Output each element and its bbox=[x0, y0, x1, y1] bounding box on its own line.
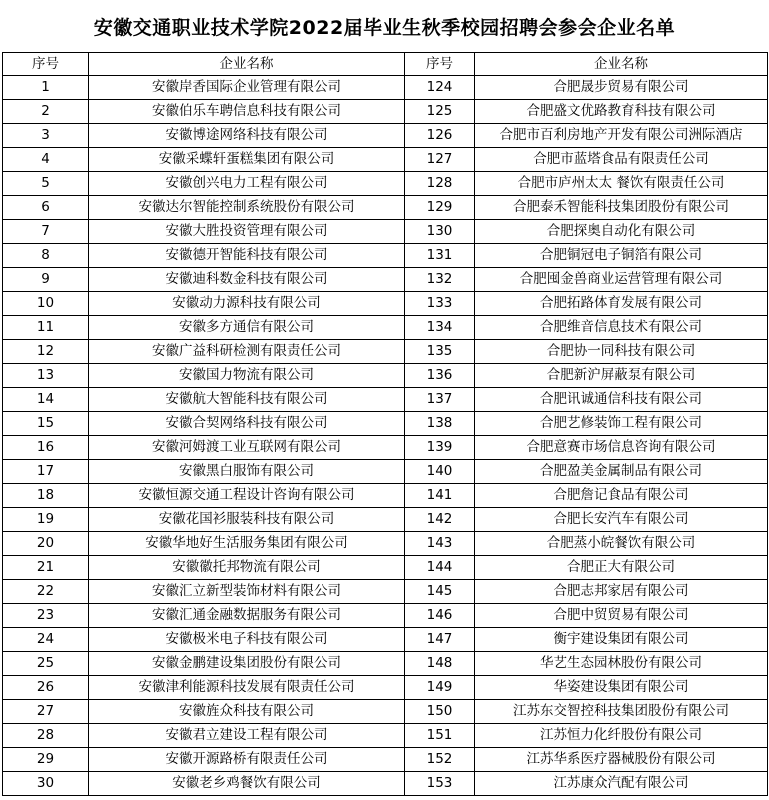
seq-cell-left: 1 bbox=[3, 76, 89, 100]
company-cell-right: 合肥正大有限公司 bbox=[475, 556, 768, 580]
seq-cell-right: 129 bbox=[405, 196, 475, 220]
company-cell-right: 华艺生态园林股份有限公司 bbox=[475, 652, 768, 676]
company-cell-left: 安徽恒源交通工程设计咨询有限公司 bbox=[89, 484, 405, 508]
seq-cell-right: 152 bbox=[405, 748, 475, 772]
header-no-right: 序号 bbox=[405, 53, 475, 76]
company-cell-right: 江苏恒力化纤股份有限公司 bbox=[475, 724, 768, 748]
company-cell-right: 合肥市百利房地产开发有限公司洲际酒店 bbox=[475, 124, 768, 148]
table-row bbox=[3, 508, 768, 532]
seq-cell-right: 127 bbox=[405, 148, 475, 172]
table-row bbox=[3, 484, 768, 508]
company-cell-left: 安徽极米电子科技有限公司 bbox=[89, 628, 405, 652]
seq-cell-right: 150 bbox=[405, 700, 475, 724]
table-row bbox=[3, 628, 768, 652]
company-cell-left: 安徽广益科研检测有限责任公司 bbox=[89, 340, 405, 364]
table-row bbox=[3, 652, 768, 676]
seq-cell-right: 142 bbox=[405, 508, 475, 532]
company-cell-right: 合肥维音信息技术有限公司 bbox=[475, 316, 768, 340]
table-row bbox=[3, 580, 768, 604]
company-cell-left: 安徽国力物流有限公司 bbox=[89, 364, 405, 388]
seq-cell-right: 151 bbox=[405, 724, 475, 748]
seq-cell-right: 132 bbox=[405, 268, 475, 292]
seq-cell-right: 139 bbox=[405, 436, 475, 460]
seq-cell-left: 9 bbox=[3, 268, 89, 292]
seq-cell-left: 11 bbox=[3, 316, 89, 340]
company-cell-left: 安徽达尔智能控制系统股份有限公司 bbox=[89, 196, 405, 220]
seq-cell-left: 28 bbox=[3, 724, 89, 748]
company-cell-right: 江苏康众汽配有限公司 bbox=[475, 772, 768, 796]
company-cell-right: 合肥意赛市场信息咨询有限公司 bbox=[475, 436, 768, 460]
seq-cell-left: 20 bbox=[3, 532, 89, 556]
table-row bbox=[3, 604, 768, 628]
seq-cell-right: 140 bbox=[405, 460, 475, 484]
company-cell-left: 安徽徽托邦物流有限公司 bbox=[89, 556, 405, 580]
table-row bbox=[3, 340, 768, 364]
header-no-left: 序号 bbox=[3, 53, 89, 76]
company-cell-left: 安徽德开智能科技有限公司 bbox=[89, 244, 405, 268]
seq-cell-left: 22 bbox=[3, 580, 89, 604]
seq-cell-left: 25 bbox=[3, 652, 89, 676]
seq-cell-right: 149 bbox=[405, 676, 475, 700]
seq-cell-right: 125 bbox=[405, 100, 475, 124]
seq-cell-right: 136 bbox=[405, 364, 475, 388]
seq-cell-left: 17 bbox=[3, 460, 89, 484]
seq-cell-left: 10 bbox=[3, 292, 89, 316]
seq-cell-left: 2 bbox=[3, 100, 89, 124]
seq-cell-right: 138 bbox=[405, 412, 475, 436]
seq-cell-left: 14 bbox=[3, 388, 89, 412]
table-row bbox=[3, 100, 768, 124]
table-row bbox=[3, 412, 768, 436]
seq-cell-right: 145 bbox=[405, 580, 475, 604]
seq-cell-right: 133 bbox=[405, 292, 475, 316]
company-cell-left: 安徽迪科数金科技有限公司 bbox=[89, 268, 405, 292]
seq-cell-left: 24 bbox=[3, 628, 89, 652]
seq-cell-left: 23 bbox=[3, 604, 89, 628]
company-cell-left: 安徽航大智能科技有限公司 bbox=[89, 388, 405, 412]
table-row bbox=[3, 220, 768, 244]
seq-cell-right: 126 bbox=[405, 124, 475, 148]
table-row bbox=[3, 700, 768, 724]
company-cell-right: 合肥泰禾智能科技集团股份有限公司 bbox=[475, 196, 768, 220]
company-cell-left: 安徽旌众科技有限公司 bbox=[89, 700, 405, 724]
seq-cell-left: 3 bbox=[3, 124, 89, 148]
seq-cell-right: 141 bbox=[405, 484, 475, 508]
header-company-right: 企业名称 bbox=[475, 53, 768, 76]
company-cell-right: 江苏华系医疗器械股份有限公司 bbox=[475, 748, 768, 772]
company-cell-left: 安徽君立建设工程有限公司 bbox=[89, 724, 405, 748]
table-row bbox=[3, 436, 768, 460]
table-row bbox=[3, 532, 768, 556]
company-cell-right: 合肥市蓝塔食品有限责任公司 bbox=[475, 148, 768, 172]
seq-cell-left: 5 bbox=[3, 172, 89, 196]
seq-cell-left: 30 bbox=[3, 772, 89, 796]
company-cell-right: 合肥囤金兽商业运营管理有限公司 bbox=[475, 268, 768, 292]
seq-cell-left: 29 bbox=[3, 748, 89, 772]
seq-cell-right: 134 bbox=[405, 316, 475, 340]
company-cell-left: 安徽河姆渡工业互联网有限公司 bbox=[89, 436, 405, 460]
company-cell-left: 安徽金鹏建设集团股份有限公司 bbox=[89, 652, 405, 676]
seq-cell-left: 4 bbox=[3, 148, 89, 172]
company-cell-right: 合肥铜冠电子铜箔有限公司 bbox=[475, 244, 768, 268]
company-cell-left: 安徽多方通信有限公司 bbox=[89, 316, 405, 340]
seq-cell-right: 128 bbox=[405, 172, 475, 196]
company-cell-left: 安徽创兴电力工程有限公司 bbox=[89, 172, 405, 196]
company-cell-left: 安徽采蝶轩蛋糕集团有限公司 bbox=[89, 148, 405, 172]
company-cell-right: 合肥志邦家居有限公司 bbox=[475, 580, 768, 604]
company-cell-right: 合肥市庐州太太 餐饮有限责任公司 bbox=[475, 172, 768, 196]
company-cell-left: 安徽黑白服饰有限公司 bbox=[89, 460, 405, 484]
seq-cell-right: 153 bbox=[405, 772, 475, 796]
table-row bbox=[3, 316, 768, 340]
company-cell-left: 安徽大胜投资管理有限公司 bbox=[89, 220, 405, 244]
company-cell-left: 安徽花国衫服装科技有限公司 bbox=[89, 508, 405, 532]
table-row bbox=[3, 124, 768, 148]
table-row bbox=[3, 244, 768, 268]
company-cell-right: 合肥中贸贸易有限公司 bbox=[475, 604, 768, 628]
seq-cell-right: 143 bbox=[405, 532, 475, 556]
company-cell-right: 江苏东交智控科技集团股份有限公司 bbox=[475, 700, 768, 724]
seq-cell-left: 6 bbox=[3, 196, 89, 220]
company-cell-left: 安徽博途网络科技有限公司 bbox=[89, 124, 405, 148]
company-cell-right: 合肥蒸小皖餐饮有限公司 bbox=[475, 532, 768, 556]
company-cell-right: 合肥晟步贸易有限公司 bbox=[475, 76, 768, 100]
company-cell-right: 合肥艺修装饰工程有限公司 bbox=[475, 412, 768, 436]
table-row bbox=[3, 772, 768, 796]
seq-cell-right: 130 bbox=[405, 220, 475, 244]
table-row bbox=[3, 172, 768, 196]
company-cell-right: 合肥长安汽车有限公司 bbox=[475, 508, 768, 532]
company-cell-left: 安徽汇立新型装饰材料有限公司 bbox=[89, 580, 405, 604]
seq-cell-right: 124 bbox=[405, 76, 475, 100]
seq-cell-right: 137 bbox=[405, 388, 475, 412]
company-cell-left: 安徽开源路桥有限责任公司 bbox=[89, 748, 405, 772]
seq-cell-left: 15 bbox=[3, 412, 89, 436]
seq-cell-right: 131 bbox=[405, 244, 475, 268]
company-cell-right: 合肥探奥自动化有限公司 bbox=[475, 220, 768, 244]
company-cell-left: 安徽津利能源科技发展有限责任公司 bbox=[89, 676, 405, 700]
seq-cell-right: 147 bbox=[405, 628, 475, 652]
seq-cell-left: 26 bbox=[3, 676, 89, 700]
company-cell-left: 安徽汇通金融数据服务有限公司 bbox=[89, 604, 405, 628]
seq-cell-left: 19 bbox=[3, 508, 89, 532]
seq-cell-right: 146 bbox=[405, 604, 475, 628]
company-cell-right: 合肥拓路体育发展有限公司 bbox=[475, 292, 768, 316]
table-row bbox=[3, 676, 768, 700]
seq-cell-left: 16 bbox=[3, 436, 89, 460]
seq-cell-left: 7 bbox=[3, 220, 89, 244]
table-row bbox=[3, 748, 768, 772]
header-company-left: 企业名称 bbox=[89, 53, 405, 76]
seq-cell-right: 135 bbox=[405, 340, 475, 364]
company-table bbox=[2, 52, 768, 796]
page-title: 安徽交通职业技术学院2022届毕业生秋季校园招聘会参会企业名单 bbox=[93, 16, 676, 39]
company-cell-right: 合肥詹记食品有限公司 bbox=[475, 484, 768, 508]
company-cell-right: 合肥盈美金属制品有限公司 bbox=[475, 460, 768, 484]
company-cell-left: 安徽岸香国际企业管理有限公司 bbox=[89, 76, 405, 100]
company-cell-right: 合肥盛文优路教育科技有限公司 bbox=[475, 100, 768, 124]
table-row bbox=[3, 364, 768, 388]
company-cell-right: 华姿建设集团有限公司 bbox=[475, 676, 768, 700]
table-row bbox=[3, 268, 768, 292]
table-body bbox=[3, 76, 768, 796]
company-cell-left: 安徽老乡鸡餐饮有限公司 bbox=[89, 772, 405, 796]
seq-cell-left: 12 bbox=[3, 340, 89, 364]
company-cell-right: 合肥新沪屏蔽泵有限公司 bbox=[475, 364, 768, 388]
company-cell-left: 安徽华地好生活服务集团有限公司 bbox=[89, 532, 405, 556]
table-row bbox=[3, 460, 768, 484]
seq-cell-left: 8 bbox=[3, 244, 89, 268]
table-row bbox=[3, 76, 768, 100]
seq-cell-left: 21 bbox=[3, 556, 89, 580]
seq-cell-left: 18 bbox=[3, 484, 89, 508]
company-cell-right: 合肥协一同科技有限公司 bbox=[475, 340, 768, 364]
table-row bbox=[3, 196, 768, 220]
table-row bbox=[3, 724, 768, 748]
company-cell-left: 安徽合契网络科技有限公司 bbox=[89, 412, 405, 436]
seq-cell-left: 13 bbox=[3, 364, 89, 388]
company-cell-right: 衡宇建设集团有限公司 bbox=[475, 628, 768, 652]
table-header-row bbox=[3, 53, 768, 76]
company-cell-left: 安徽动力源科技有限公司 bbox=[89, 292, 405, 316]
table-row bbox=[3, 292, 768, 316]
seq-cell-right: 144 bbox=[405, 556, 475, 580]
company-cell-right: 合肥讯诚通信科技有限公司 bbox=[475, 388, 768, 412]
company-cell-left: 安徽伯乐车聘信息科技有限公司 bbox=[89, 100, 405, 124]
table-row bbox=[3, 148, 768, 172]
table-row bbox=[3, 388, 768, 412]
seq-cell-left: 27 bbox=[3, 700, 89, 724]
table-row bbox=[3, 556, 768, 580]
seq-cell-right: 148 bbox=[405, 652, 475, 676]
